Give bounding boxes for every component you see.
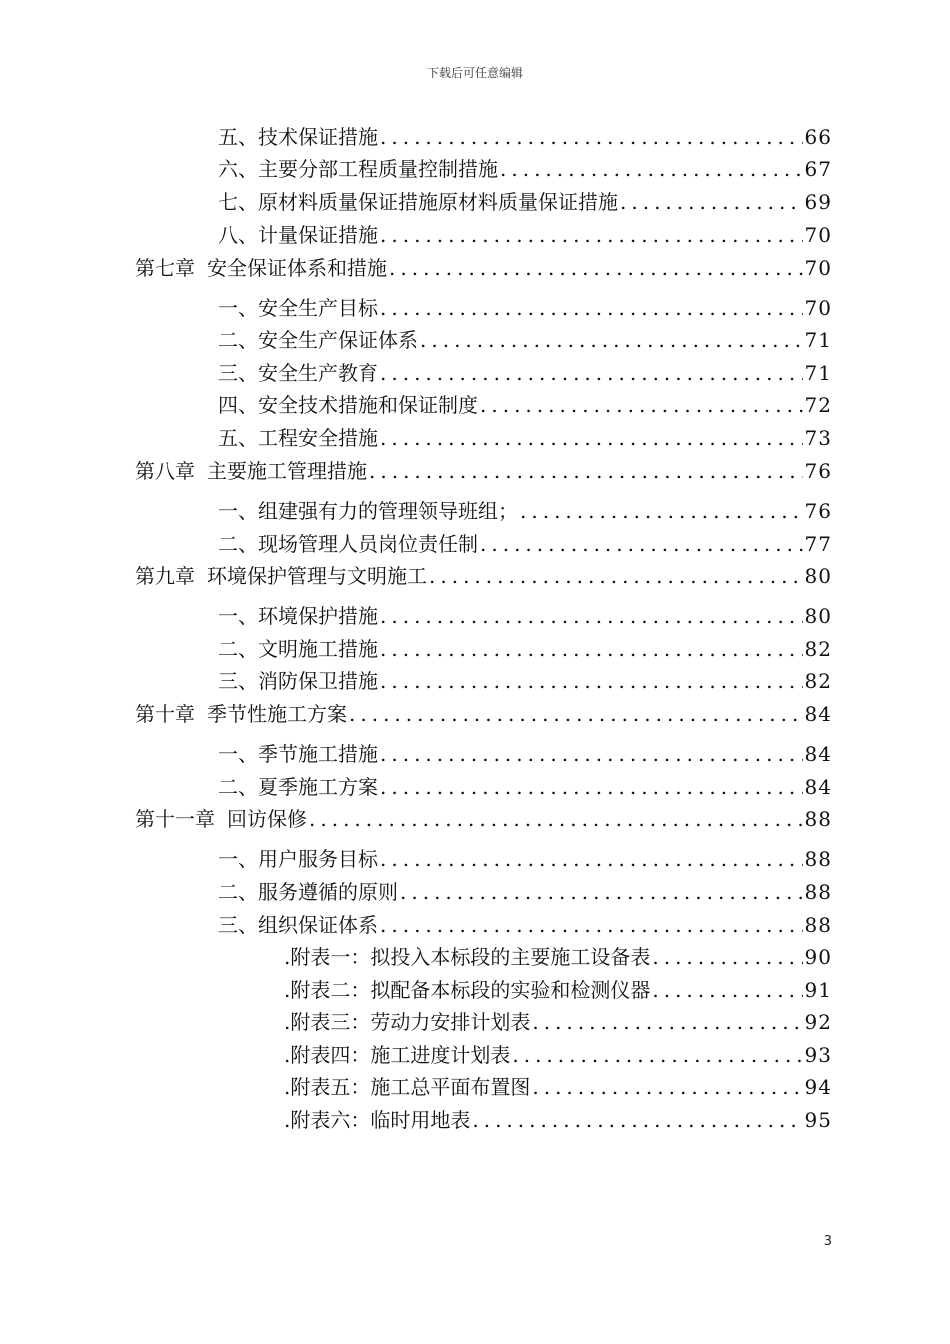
toc-entry[interactable] <box>284 1008 832 1036</box>
toc-entry-number: . <box>284 1075 291 1099</box>
toc-entry-page: 84 <box>804 775 832 799</box>
page-number: 3 <box>823 1234 832 1249</box>
toc-entry-number: 第七章 <box>135 256 195 280</box>
toc-entry-number: . <box>284 1108 291 1132</box>
toc-leader-dots <box>380 602 803 630</box>
toc-entry[interactable] <box>218 497 832 525</box>
toc-leader-dots <box>532 1073 802 1101</box>
toc-entry-page: 70 <box>804 256 832 280</box>
toc-entry-number: 第九章 <box>135 564 195 588</box>
toc-entry[interactable] <box>135 700 832 728</box>
toc-entry-page: 72 <box>804 393 832 417</box>
toc-leader-dots <box>620 188 803 216</box>
toc-entry[interactable] <box>135 805 832 833</box>
toc-leader-dots <box>380 667 803 695</box>
toc-leader-dots <box>380 773 803 801</box>
toc-entry-title: 附表六：临时用地表 <box>290 1108 471 1132</box>
toc-entry-page: 69 <box>804 190 832 214</box>
toc-entry-number: 二、 <box>218 637 258 661</box>
toc-entry-page: 95 <box>804 1108 832 1132</box>
toc-leader-dots <box>380 845 803 873</box>
toc-entry-page: 84 <box>804 702 832 726</box>
toc-entry-page: 73 <box>804 426 832 450</box>
toc-entry-title: 文明施工措施 <box>258 637 378 661</box>
toc-entry-title: 环境保护管理与文明施工 <box>207 564 427 588</box>
toc-entry-title: 安全生产教育 <box>258 361 378 385</box>
toc-leader-dots <box>652 976 802 1004</box>
toc-entry[interactable] <box>135 457 832 485</box>
toc-entry[interactable] <box>218 424 832 452</box>
toc-entry-number: 五、 <box>218 125 258 149</box>
toc-entry-title: 组建强有力的管理领导班组； <box>258 499 518 523</box>
toc-entry-title: 附表五：施工总平面布置图 <box>290 1075 531 1099</box>
toc-entry-page: 93 <box>804 1043 832 1067</box>
toc-entry[interactable] <box>218 530 832 558</box>
toc-leader-dots <box>480 391 803 419</box>
toc-entry-number: 四、 <box>218 393 258 417</box>
toc-entry-number: 三、 <box>218 361 258 385</box>
toc-entry-page: 88 <box>804 847 832 871</box>
toc-entry[interactable] <box>284 1106 832 1134</box>
toc-entry[interactable] <box>218 123 832 151</box>
toc-leader-dots <box>500 155 803 183</box>
toc-leader-dots <box>309 805 803 833</box>
toc-entry-title: 附表三：劳动力安排计划表 <box>290 1010 531 1034</box>
toc-entry-page: 70 <box>804 296 832 320</box>
toc-leader-dots <box>429 562 803 590</box>
toc-entry-title: 用户服务目标 <box>258 847 378 871</box>
toc-leader-dots <box>389 254 803 282</box>
page-header: 下载后可任意编辑 <box>426 66 523 80</box>
toc-entry[interactable] <box>218 294 832 322</box>
toc-entry-number: 第十章 <box>135 702 195 726</box>
toc-entry-title: 安全生产保证体系 <box>258 328 418 352</box>
toc-entry-title: 原材料质量保证措施原材料质量保证措施 <box>258 190 618 214</box>
toc-entry-title: 主要施工管理措施 <box>207 459 367 483</box>
toc-leader-dots <box>380 635 803 663</box>
toc-entry-page: 71 <box>804 361 832 385</box>
toc-entry-page: 82 <box>804 669 832 693</box>
toc-leader-dots <box>400 878 803 906</box>
toc-leader-dots <box>420 326 803 354</box>
toc-entry-number: 一、 <box>218 604 258 628</box>
toc-leader-dots <box>380 359 803 387</box>
toc-entry[interactable] <box>218 188 832 216</box>
toc-leader-dots <box>349 700 803 728</box>
toc-entry-title: 主要分部工程质量控制措施 <box>258 157 498 181</box>
toc-leader-dots <box>380 740 803 768</box>
toc-leader-dots <box>652 943 802 971</box>
toc-leader-dots <box>472 1106 802 1134</box>
toc-entry[interactable] <box>284 1041 832 1069</box>
toc-entry[interactable] <box>218 359 832 387</box>
toc-entry-page: 76 <box>804 459 832 483</box>
toc-entry-number: . <box>284 1010 291 1034</box>
toc-entry-number: . <box>284 945 291 969</box>
toc-leader-dots <box>380 911 803 939</box>
toc-entry-number: 第十一章 <box>135 807 215 831</box>
toc-entry[interactable] <box>218 221 832 249</box>
toc-entry[interactable] <box>135 562 832 590</box>
toc-entry[interactable] <box>284 943 832 971</box>
toc-entry[interactable] <box>218 391 832 419</box>
toc-entry-number: 三、 <box>218 669 258 693</box>
toc-entry-title: 技术保证措施 <box>258 125 378 149</box>
toc-entry-page: 91 <box>804 978 832 1002</box>
toc-entry-page: 80 <box>804 604 832 628</box>
toc-entry[interactable] <box>135 254 832 282</box>
toc-entry-number: 八、 <box>218 223 258 247</box>
toc-entry-title: 工程安全措施 <box>258 426 378 450</box>
toc-entry-number: 二、 <box>218 880 258 904</box>
toc-entry-number: 一、 <box>218 499 258 523</box>
toc-entry-page: 94 <box>804 1075 832 1099</box>
toc-entry-number: 第八章 <box>135 459 195 483</box>
toc-entry-number: 二、 <box>218 328 258 352</box>
toc-entry-number: . <box>284 978 291 1002</box>
toc-entry-number: 五、 <box>218 426 258 450</box>
toc-entry-page: 88 <box>804 807 832 831</box>
toc-entry[interactable] <box>218 602 832 630</box>
toc-entry-title: 夏季施工方案 <box>258 775 378 799</box>
toc-entry[interactable] <box>218 845 832 873</box>
toc-entry-title: 计量保证措施 <box>258 223 378 247</box>
toc-leader-dots <box>380 294 803 322</box>
toc-entry-title: 安全保证体系和措施 <box>207 256 387 280</box>
toc-entry[interactable] <box>218 773 832 801</box>
toc-entry-title: 消防保卫措施 <box>258 669 378 693</box>
toc-entry-page: 88 <box>804 913 832 937</box>
toc-entry-page: 70 <box>804 223 832 247</box>
toc-entry-title: 回访保修 <box>227 807 307 831</box>
toc-entry-number: 一、 <box>218 296 258 320</box>
toc-entry-title: 环境保护措施 <box>258 604 378 628</box>
toc-entry-title: 安全生产目标 <box>258 296 378 320</box>
toc-entry-page: 90 <box>804 945 832 969</box>
toc-entry-page: 92 <box>804 1010 832 1034</box>
toc-entry-page: 77 <box>804 532 832 556</box>
toc-entry-page: 71 <box>804 328 832 352</box>
toc-entry-number: 一、 <box>218 847 258 871</box>
toc-entry-number: 一、 <box>218 742 258 766</box>
toc-entry-number: 六、 <box>218 157 258 181</box>
toc-entry-page: 67 <box>804 157 832 181</box>
toc-entry-page: 76 <box>804 499 832 523</box>
toc-entry-page: 88 <box>804 880 832 904</box>
toc-leader-dots <box>380 123 803 151</box>
toc-entry[interactable] <box>218 740 832 768</box>
toc-leader-dots <box>369 457 803 485</box>
toc-entry-title: 季节性施工方案 <box>207 702 347 726</box>
toc-entry-page: 82 <box>804 637 832 661</box>
toc-entry-title: 现场管理人员岗位责任制 <box>258 532 478 556</box>
toc-entry[interactable] <box>218 326 832 354</box>
toc-entry-page: 84 <box>804 742 832 766</box>
toc-entry-title: 组织保证体系 <box>258 913 378 937</box>
toc-entry-title: 附表一：拟投入本标段的主要施工设备表 <box>290 945 651 969</box>
toc-entry-page: 66 <box>804 125 832 149</box>
toc-entry-number: . <box>284 1043 291 1067</box>
toc-entry[interactable] <box>284 1073 832 1101</box>
toc-leader-dots <box>480 530 803 558</box>
toc-entry[interactable] <box>218 911 832 939</box>
toc-entry-title: 服务遵循的原则 <box>258 880 398 904</box>
toc-entry[interactable] <box>218 155 832 183</box>
toc-entry-title: 附表二：拟配备本标段的实验和检测仪器 <box>290 978 651 1002</box>
toc-leader-dots <box>512 1041 802 1069</box>
toc-entry[interactable] <box>284 976 832 1004</box>
toc-entry-page: 80 <box>804 564 832 588</box>
toc-leader-dots <box>520 497 803 525</box>
toc-entry[interactable] <box>218 878 832 906</box>
toc-entry-number: 二、 <box>218 532 258 556</box>
toc-entry[interactable] <box>218 667 832 695</box>
toc-entry-number: 三、 <box>218 913 258 937</box>
toc-entry-title: 季节施工措施 <box>258 742 378 766</box>
toc-leader-dots <box>380 221 803 249</box>
toc-entry-number: 七、 <box>218 190 258 214</box>
toc-leader-dots <box>380 424 803 452</box>
toc-entry-number: 二、 <box>218 775 258 799</box>
toc-entry[interactable] <box>218 635 832 663</box>
toc-entry-title: 安全技术措施和保证制度 <box>258 393 478 417</box>
toc-leader-dots <box>532 1008 802 1036</box>
toc-entry-title: 附表四：施工进度计划表 <box>290 1043 511 1067</box>
